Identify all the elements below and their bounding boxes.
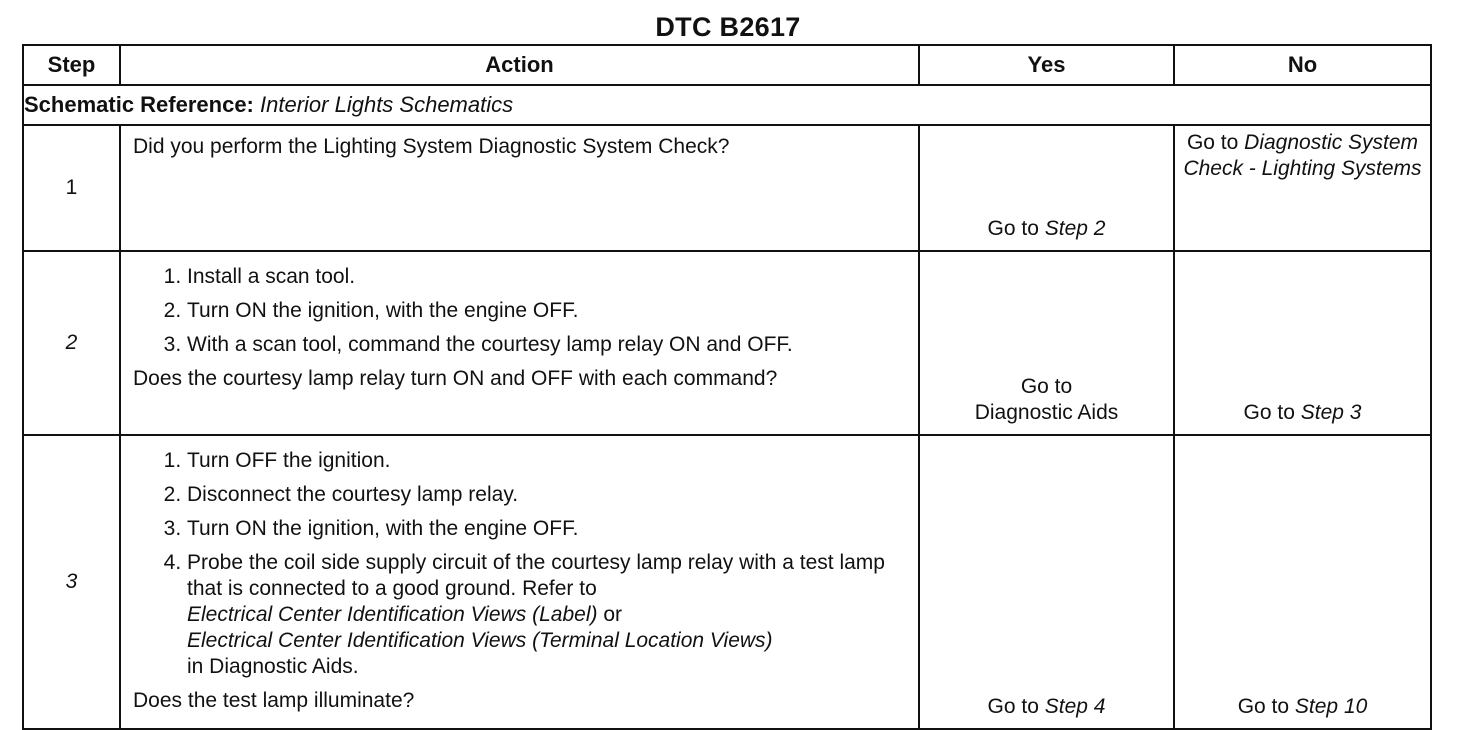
schematic-reference-row — [23, 85, 1431, 125]
diagnostic-table — [22, 44, 1432, 730]
reference-link-label: Electrical Center Identification Views (Label) — [187, 603, 598, 626]
list-item: 1. Install a scan tool. — [187, 264, 906, 290]
no-cell — [1174, 251, 1431, 435]
action-list — [133, 264, 906, 358]
yes-target: Step 4 — [1044, 695, 1106, 718]
no-cell — [1174, 435, 1431, 729]
header-yes: Yes — [919, 45, 1174, 85]
header-row — [23, 45, 1431, 85]
header-no: No — [1174, 45, 1431, 85]
schematic-reference-label: Schematic Reference: — [24, 92, 254, 117]
action-cell — [120, 435, 919, 729]
table-row — [23, 125, 1431, 251]
list-item: 2. Disconnect the courtesy lamp relay. — [187, 482, 906, 508]
reference-link-terminal: Electrical Center Identification Views (Terminal Location Views) — [187, 629, 773, 652]
question: Does the test lamp illuminate? — [133, 689, 415, 712]
list-item: 2. Turn ON the ignition, with the engine OFF. — [187, 298, 906, 324]
no-prefix: Go to — [1243, 401, 1295, 424]
yes-prefix: Go to — [987, 695, 1039, 718]
table-row — [23, 251, 1431, 435]
page-title: DTC B2617 — [655, 12, 801, 42]
question: Does the courtesy lamp relay turn ON and OFF with each command? — [133, 367, 778, 390]
list-item: 3. Turn ON the ignition, with the engine OFF. — [187, 516, 906, 542]
no-prefix: Go to — [1237, 695, 1290, 718]
item-text: Probe the coil side supply circuit of the courtesy lamp relay with a test lamp that is connected to a good ground. Refer to — [187, 551, 885, 600]
item-suffix: in Diagnostic Aids. — [187, 655, 359, 678]
no-target: Diagnostic System Check - Lighting Systems — [1183, 131, 1422, 180]
yes-cell — [919, 435, 1174, 729]
no-prefix: Go to — [1186, 131, 1239, 154]
step-number: 1 — [23, 125, 120, 251]
question: Did you perform the Lighting System Diagnostic System Check? — [133, 135, 730, 158]
header-step: Step — [23, 45, 120, 85]
list-item: 1. Turn OFF the ignition. — [187, 448, 906, 474]
header-action: Action — [120, 45, 919, 85]
schematic-reference — [23, 85, 1431, 125]
yes-prefix: Go to — [987, 217, 1039, 240]
yes-cell — [919, 251, 1174, 435]
yes-target: Diagnostic Aids — [974, 401, 1119, 424]
no-target: Step 3 — [1300, 401, 1362, 424]
action-cell — [120, 125, 919, 251]
yes-target: Step 2 — [1044, 217, 1106, 240]
step-number: 3 — [23, 435, 120, 729]
action-list — [133, 448, 906, 680]
yes-prefix: Go to — [1020, 375, 1073, 398]
item-or: or — [603, 603, 623, 626]
yes-cell — [919, 125, 1174, 251]
step-number: 2 — [23, 251, 120, 435]
no-target: Step 10 — [1294, 695, 1368, 718]
action-cell — [120, 251, 919, 435]
schematic-reference-value: Interior Lights Schematics — [260, 92, 514, 117]
list-item — [187, 550, 906, 680]
table-row — [23, 435, 1431, 729]
list-item: 3. With a scan tool, command the courtesy lamp relay ON and OFF. — [187, 332, 906, 358]
no-cell — [1174, 125, 1431, 251]
